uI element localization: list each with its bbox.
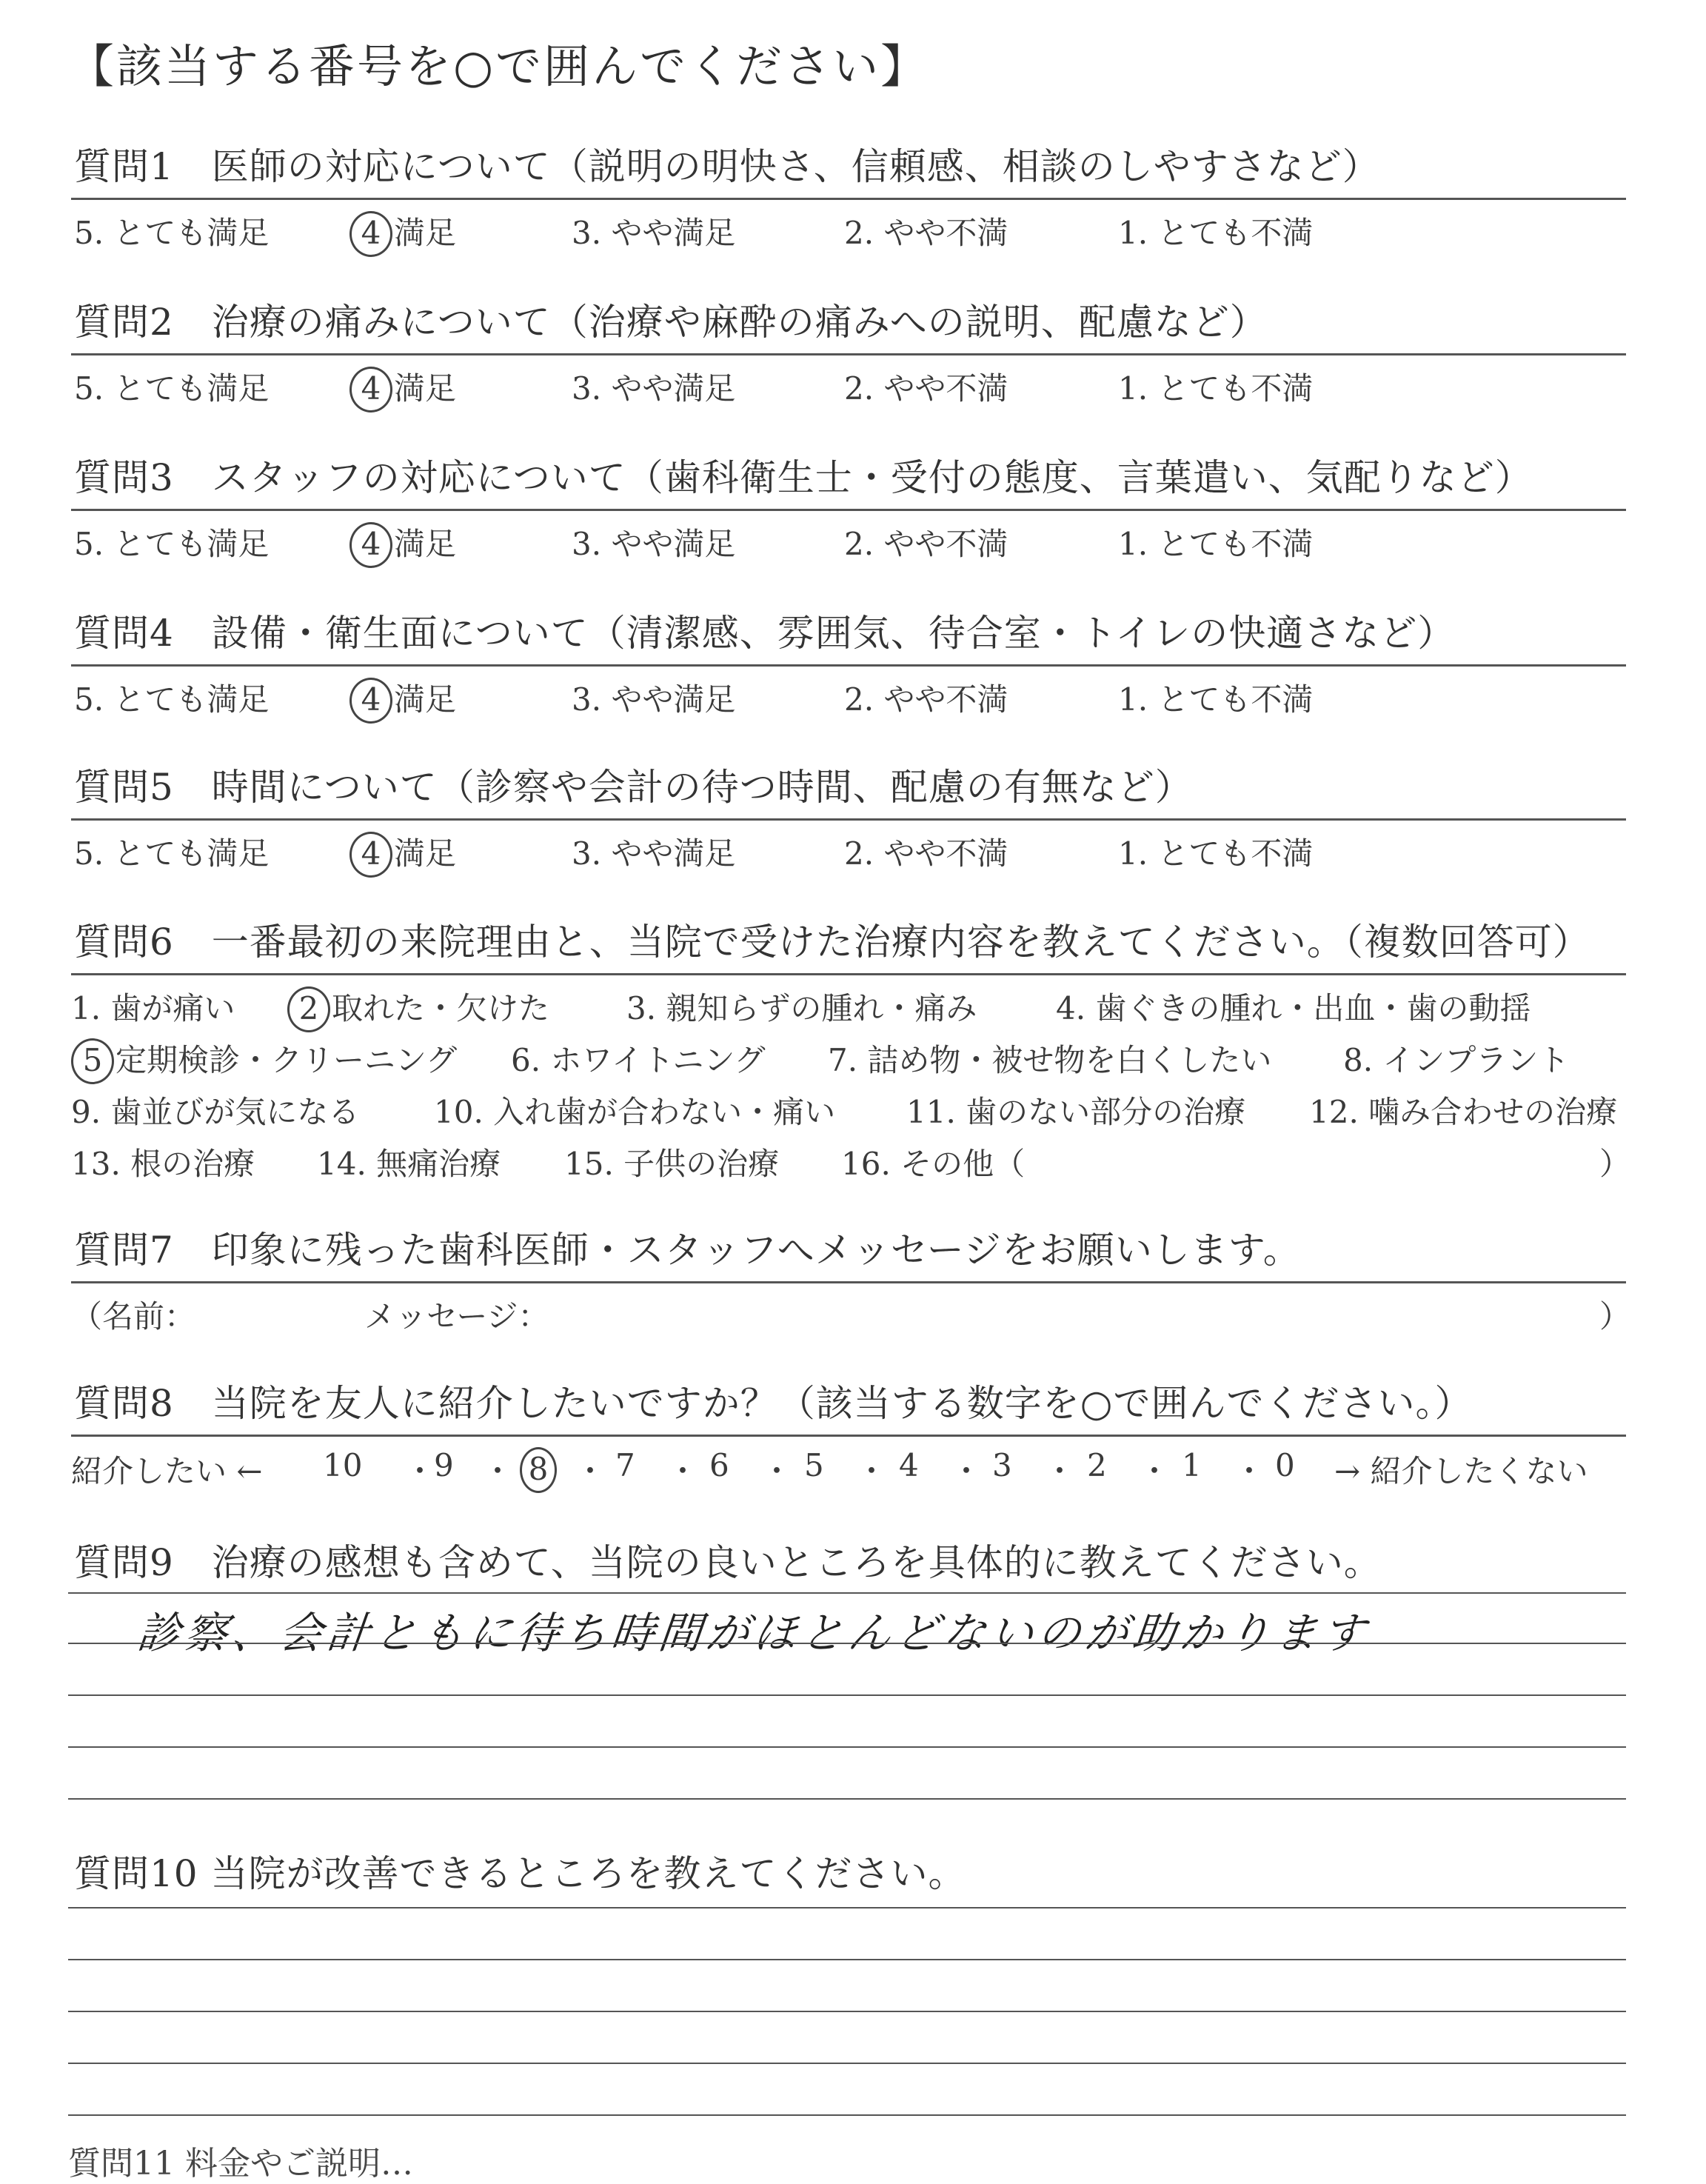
question-6 xyxy=(71,912,1631,1199)
reason-11[interactable]: 11. 歯のない部分の治療 xyxy=(906,1094,1246,1130)
name-field-label[interactable]: （名前： xyxy=(71,1298,196,1335)
question-6-options xyxy=(71,984,1631,1199)
option-1[interactable]: 1. とても不満 xyxy=(1118,215,1314,251)
reason-14[interactable]: 14. 無痛治療 xyxy=(317,1146,501,1182)
answer-line xyxy=(68,1907,1626,1909)
message-field-label[interactable]: メッセージ： xyxy=(364,1298,549,1335)
scale-4[interactable]: 4 xyxy=(899,1447,919,1483)
question-4-heading: 質問4 設備・衛生面について（清潔感、雰囲気、待合室・トイレの快適さなど） xyxy=(74,612,1456,655)
question-9-heading: 質問9 治療の感想も含めて、当院の良いところを具体的に教えてください。 xyxy=(74,1541,1382,1584)
reason-7[interactable]: 7. 詰め物・被せ物を白くしたい xyxy=(828,1042,1272,1078)
selection-circle: 2 xyxy=(287,986,330,1032)
answer-line xyxy=(68,2011,1626,2012)
option-3[interactable]: 3. やや満足 xyxy=(572,835,736,872)
answer-line xyxy=(68,1694,1626,1696)
question-9 xyxy=(71,1533,1626,1586)
option-2[interactable]: 2. やや不満 xyxy=(844,526,1008,562)
divider xyxy=(71,1281,1626,1283)
answer-line xyxy=(68,1959,1626,1960)
reason-9[interactable]: 9. 歯並びが気になる xyxy=(71,1094,360,1130)
scale-dot: ・ xyxy=(575,1453,606,1489)
message-field-close: ） xyxy=(1599,1298,1631,1335)
question-5-options xyxy=(71,829,1626,881)
scale-3[interactable]: 3 xyxy=(992,1447,1012,1483)
scale-8-selected[interactable] xyxy=(520,1447,558,1493)
reason-5-selected[interactable]: 5 定期検診・クリーニング xyxy=(71,1036,457,1084)
reason-16-close: ） xyxy=(1599,1146,1631,1182)
question-6-heading: 質問6 一番最初の来院理由と、当院で受けた治療内容を教えてください。（複数回答可） xyxy=(74,921,1590,964)
option-3[interactable]: 3. やや満足 xyxy=(572,526,736,562)
scale-10[interactable]: 10 xyxy=(323,1447,363,1483)
scale-6[interactable]: 6 xyxy=(709,1447,729,1483)
handwritten-answer[interactable]: 診察、会計ともに待ち時間がほとんどないのが助かります xyxy=(134,1608,1373,1658)
option-5[interactable]: 5. とても満足 xyxy=(74,835,270,872)
divider xyxy=(71,198,1626,200)
option-2[interactable]: 2. やや不満 xyxy=(844,370,1008,407)
question-3-options xyxy=(71,520,1626,572)
question-4-options xyxy=(71,675,1626,727)
scale-dot: ・ xyxy=(856,1453,888,1489)
answer-line xyxy=(68,1746,1626,1748)
reason-3[interactable]: 3. 親知らずの腫れ・痛み xyxy=(626,990,977,1026)
selection-circle: 4 xyxy=(349,367,392,413)
scale-2[interactable]: 2 xyxy=(1087,1447,1107,1483)
option-4-selected[interactable]: 4 満足 xyxy=(355,675,456,724)
option-1[interactable]: 1. とても不満 xyxy=(1118,835,1314,872)
question-3-heading: 質問3 スタッフの対応について（歯科衛生士・受付の態度、言葉遣い、気配りなど） xyxy=(74,456,1533,499)
question-7-heading: 質問7 印象に残った歯科医師・スタッフへメッセージをお願いします。 xyxy=(74,1229,1301,1272)
reason-16-other[interactable]: 16. その他（ xyxy=(841,1146,1026,1182)
scale-dot: ・ xyxy=(667,1453,699,1489)
page-title: 【該当する番号を○で囲んでください】 xyxy=(68,39,929,93)
scale-dot: ・ xyxy=(761,1453,793,1489)
scale-9[interactable]: 9 xyxy=(434,1447,454,1483)
reason-10[interactable]: 10. 入れ歯が合わない・痛い xyxy=(434,1094,836,1130)
option-2[interactable]: 2. やや不満 xyxy=(844,215,1008,251)
question-7 xyxy=(71,1220,1631,1344)
option-3[interactable]: 3. やや満足 xyxy=(572,681,736,718)
option-4-selected[interactable]: 4 満足 xyxy=(355,829,456,878)
question-2-heading: 質問2 治療の痛みについて（治療や麻酔の痛みへの説明、配慮など） xyxy=(74,301,1268,344)
scale-5[interactable]: 5 xyxy=(804,1447,824,1483)
answer-line xyxy=(68,2114,1626,2116)
scale-right-label: → 紹介したくない xyxy=(1334,1453,1588,1489)
question-5 xyxy=(71,758,1626,881)
option-1[interactable]: 1. とても不満 xyxy=(1118,526,1314,562)
option-5[interactable]: 5. とても満足 xyxy=(74,681,270,718)
selection-circle: 5 xyxy=(71,1038,114,1084)
selection-circle: 4 xyxy=(349,832,392,878)
question-1-options xyxy=(71,209,1626,261)
question-8 xyxy=(71,1374,1626,1499)
selection-circle: 4 xyxy=(349,522,392,568)
option-5[interactable]: 5. とても満足 xyxy=(74,526,270,562)
answer-line xyxy=(68,2063,1626,2064)
scale-7[interactable]: 7 xyxy=(615,1447,635,1483)
option-4-selected[interactable]: 4 満足 xyxy=(355,364,456,413)
scale-dot: ・ xyxy=(404,1453,436,1489)
option-3[interactable]: 3. やや満足 xyxy=(572,215,736,251)
option-3[interactable]: 3. やや満足 xyxy=(572,370,736,407)
scale-0[interactable]: 0 xyxy=(1275,1447,1295,1483)
reason-12[interactable]: 12. 噛み合わせの治療 xyxy=(1309,1094,1618,1130)
question-5-heading: 質問5 時間について（診察や会計の待つ時間、配慮の有無など） xyxy=(74,766,1193,809)
question-11-heading-partial: 質問11 料金やご説明… xyxy=(68,2145,413,2183)
option-1[interactable]: 1. とても不満 xyxy=(1118,370,1314,407)
reason-2-selected[interactable]: 2 取れた・欠けた xyxy=(293,984,549,1032)
reason-6[interactable]: 6. ホワイトニング xyxy=(511,1042,766,1078)
question-8-heading: 質問8 当院を友人に紹介したいですか？（該当する数字を○で囲んでください。） xyxy=(74,1382,1473,1425)
scale-dot: ・ xyxy=(1139,1453,1171,1489)
scale-1[interactable]: 1 xyxy=(1182,1447,1202,1483)
option-2[interactable]: 2. やや不満 xyxy=(844,681,1008,718)
selection-circle: 4 xyxy=(349,211,392,257)
option-4-selected[interactable]: 4 満足 xyxy=(355,209,456,257)
question-4 xyxy=(71,604,1626,727)
question-10 xyxy=(71,1844,1626,1897)
scale-dot: ・ xyxy=(951,1453,983,1489)
question-10-heading: 質問10 当院が改善できるところを教えてください。 xyxy=(74,1852,966,1895)
divider xyxy=(71,818,1626,821)
option-5[interactable]: 5. とても満足 xyxy=(74,370,270,407)
scale-dot: ・ xyxy=(1044,1453,1076,1489)
recommend-scale xyxy=(71,1447,1626,1499)
answer-line xyxy=(68,1643,1626,1644)
question-7-fields xyxy=(71,1292,1631,1344)
divider xyxy=(71,973,1626,975)
question-1 xyxy=(71,137,1626,261)
option-4-selected[interactable]: 4 満足 xyxy=(355,520,456,568)
divider xyxy=(71,1435,1626,1437)
question-2-options xyxy=(71,364,1626,416)
reason-15[interactable]: 15. 子供の治療 xyxy=(564,1146,780,1182)
divider xyxy=(71,353,1626,355)
question-2 xyxy=(71,293,1626,416)
scale-left-label: 紹介したい ← xyxy=(71,1453,263,1489)
answer-line xyxy=(68,1592,1626,1594)
reason-13[interactable]: 13. 根の治療 xyxy=(71,1146,255,1182)
selection-circle: 8 xyxy=(520,1447,557,1493)
scale-dot: ・ xyxy=(482,1453,514,1489)
selection-circle: 4 xyxy=(349,678,392,724)
answer-line xyxy=(68,1798,1626,1800)
question-1-heading: 質問1 医師の対応について（説明の明快さ、信頼感、相談のしやすさなど） xyxy=(74,145,1380,188)
option-5[interactable]: 5. とても満足 xyxy=(74,215,270,251)
reason-8[interactable]: 8. インプラント xyxy=(1343,1042,1570,1078)
option-2[interactable]: 2. やや不満 xyxy=(844,835,1008,872)
question-3 xyxy=(71,448,1626,572)
reason-1[interactable]: 1. 歯が痛い xyxy=(71,990,235,1026)
divider xyxy=(71,509,1626,511)
scale-dot: ・ xyxy=(1234,1453,1265,1489)
option-1[interactable]: 1. とても不満 xyxy=(1118,681,1314,718)
reason-4[interactable]: 4. 歯ぐきの腫れ・出血・歯の動揺 xyxy=(1056,990,1531,1026)
divider xyxy=(71,664,1626,667)
